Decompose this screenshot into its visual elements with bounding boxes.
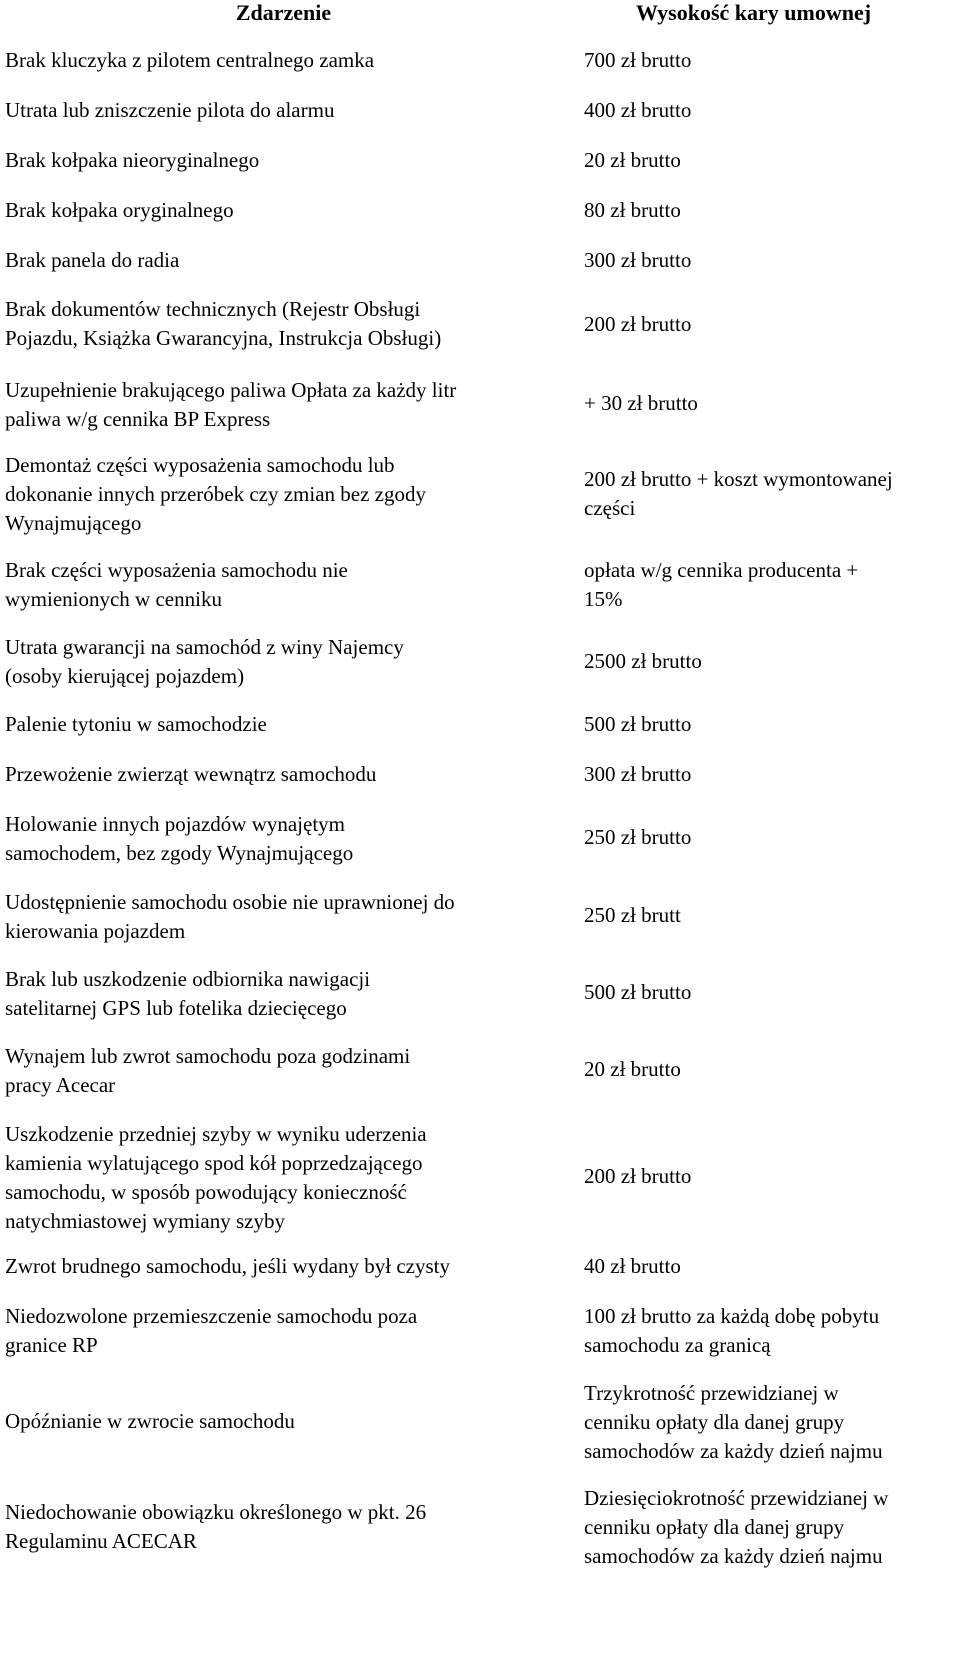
event-cell: Brak kołpaka nieoryginalnego (5, 148, 260, 172)
event-cell: Uzupełnienie brakującego paliwa Opłata za każdy litr paliwa w/g cennika BP Express (5, 378, 457, 431)
event-cell: Brak panela do radia (5, 248, 180, 272)
event-cell: Uszkodzenie przedniej szyby w wyniku uderzenia kamienia wylatującego spod kół poprzedzającego samochodu, w sposób powodujący konieczność natychmiastowej wymiany szyby (5, 1122, 427, 1233)
event-cell: Brak części wyposażenia samochodu nie wymienionych w cenniku (5, 558, 348, 611)
event-cell: Brak kluczyka z pilotem centralnego zamka (5, 48, 375, 72)
fee-cell: 20 zł brutto (584, 148, 681, 172)
fee-cell: 700 zł brutto (584, 48, 692, 72)
fee-cell: 400 zł brutto (584, 98, 692, 122)
event-cell: Niedozwolone przemieszczenie samochodu poza granice RP (5, 1304, 418, 1357)
fee-cell: 2500 zł brutto (584, 649, 702, 673)
fee-cell: Trzykrotność przewidzianej w cenniku opłaty dla danej grupy samochodów za każdy dzień najmu (584, 1381, 883, 1463)
fee-cell: Dziesięciokrotność przewidzianej w cenniku opłaty dla danej grupy samochodów za każdy dzień najmu (584, 1486, 889, 1568)
fee-cell: opłata w/g cennika producenta + 15% (584, 558, 859, 611)
event-cell: Przewożenie zwierząt wewnątrz samochodu (5, 762, 377, 786)
fee-cell: 500 zł brutto (584, 980, 692, 1004)
table-header (0, 0, 960, 28)
event-cell: Palenie tytoniu w samochodzie (5, 712, 267, 736)
event-cell: Utrata lub zniszczenie pilota do alarmu (5, 98, 335, 122)
fee-cell: 300 zł brutto (584, 762, 692, 786)
fee-cell: 300 zł brutto (584, 248, 692, 272)
event-cell: Udostępnienie samochodu osobie nie uprawnionej do kierowania pojazdem (5, 890, 455, 943)
fee-cell: 40 zł brutto (584, 1254, 681, 1278)
fee-cell: 20 zł brutto (584, 1057, 681, 1081)
fee-cell: 250 zł brutto (584, 825, 692, 849)
event-cell: Holowanie innych pojazdów wynajętym samochodem, bez zgody Wynajmującego (5, 812, 354, 865)
fee-cell: 500 zł brutto (584, 712, 692, 736)
fee-cell: + 30 zł brutto (584, 391, 698, 415)
event-cell: Opóźnianie w zwrocie samochodu (5, 1409, 295, 1433)
fee-cell: 200 zł brutto (584, 1164, 692, 1188)
header-fee: Wysokość kary umownej (636, 0, 872, 25)
event-cell: Niedochowanie obowiązku określonego w pkt. 26 Regulaminu ACECAR (5, 1500, 427, 1553)
event-cell: Brak dokumentów technicznych (Rejestr Obsługi Pojazdu, Książka Gwarancyjna, Instrukcja Obsługi) (5, 297, 442, 350)
event-cell: Brak lub uszkodzenie odbiornika nawigacji satelitarnej GPS lub fotelika dziecięcego (5, 967, 371, 1020)
fee-cell: 200 zł brutto + koszt wymontowanej części (584, 467, 893, 520)
header-event: Zdarzenie (235, 0, 332, 25)
fee-cell: 100 zł brutto za każdą dobę pobytu samochodu za granicą (584, 1304, 880, 1357)
event-cell: Wynajem lub zwrot samochodu poza godzinami pracy Acecar (5, 1044, 411, 1097)
event-cell: Utrata gwarancji na samochód z winy Najemcy (osoby kierującej pojazdem) (5, 635, 404, 688)
event-cell: Zwrot brudnego samochodu, jeśli wydany był czysty (5, 1254, 450, 1278)
fee-cell: 250 zł brutt (584, 903, 681, 927)
fee-cell: 200 zł brutto (584, 312, 692, 336)
fee-cell: 80 zł brutto (584, 198, 681, 222)
event-cell: Brak kołpaka oryginalnego (5, 198, 234, 222)
event-cell: Demontaż części wyposażenia samochodu lub dokonanie innych przeróbek czy zmian bez zgody Wynajmującego (5, 453, 426, 535)
